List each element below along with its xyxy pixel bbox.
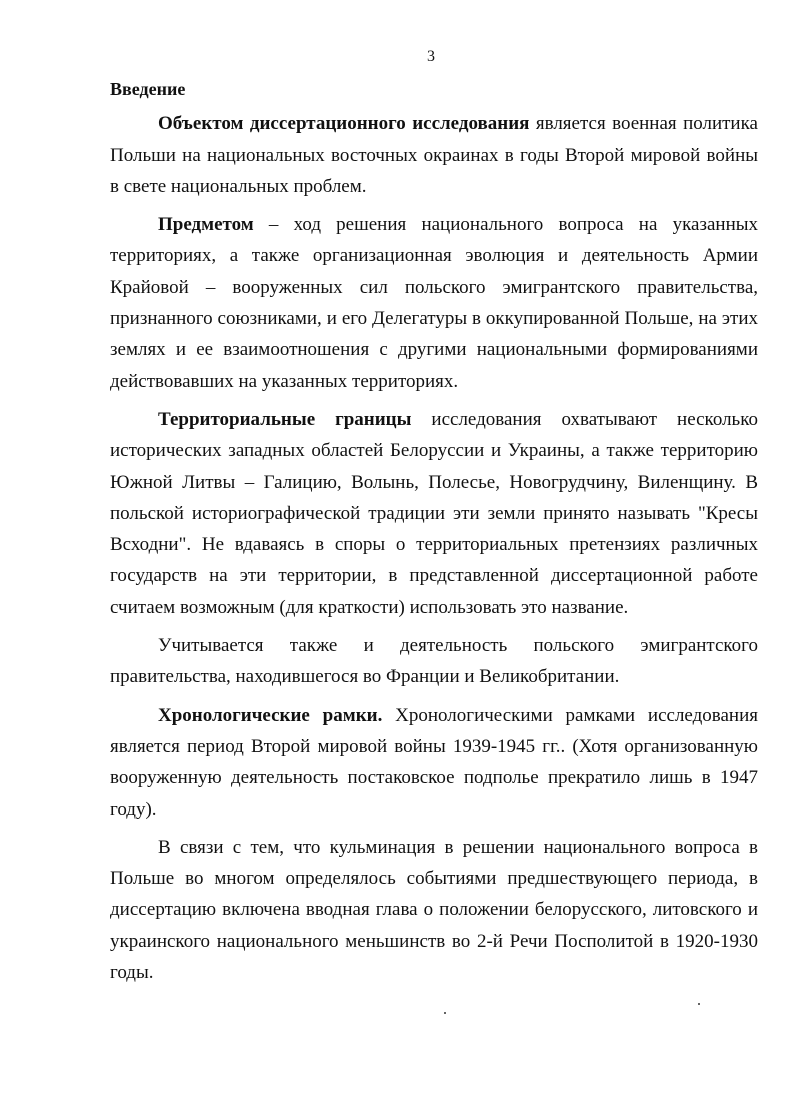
paragraph-intro-chapter (110, 832, 758, 988)
paragraph-lead: Хронологические рамки. (158, 704, 383, 726)
paragraph-chronology (110, 700, 758, 825)
paragraph-subject (110, 209, 758, 397)
paragraph-lead: Территориальные границы (158, 408, 412, 430)
paragraph-object (110, 108, 758, 202)
body-text (110, 74, 758, 995)
section-heading: Введение (110, 79, 186, 99)
paragraph-text: Хронологическими рамками исследования является период Второй мировой войны 1939-1945 гг.. (Хотя организованную вооруженную деятельность постаковское подполье прекратило лишь в 1947 году). (110, 704, 759, 820)
paragraph-lead: Предметом (158, 214, 254, 236)
paragraph-text: В связи с тем, что кульминация в решении национального вопроса в Польше во многом определялось событиями предшествующего периода, в диссертацию включена вводная глава о положении белорусского, литовского и украинского национального меньшинств во 2-й Речи Посполитой в 1920-1930 годы. (110, 836, 758, 984)
paragraph-territory (110, 404, 758, 623)
scan-speck (698, 1003, 700, 1005)
paragraph-text: является военная политика Польши на национальных восточных окраинах в годы Второй мировой войны в свете национальных проблем. (110, 113, 758, 197)
paragraph-text: исследования охватывают несколько исторических западных областей Белоруссии и Украины, а также территорию Южной Литвы – Галицию, Волынь, Полесье, Новогрудчину, Виленщину. В польской историографической традиции эти земли принято называть "Кресы Всходни". Не вдаваясь в споры о территориальных претензиях различных государств на эти территории, в представленной диссертационной работе считаем возможным (для краткости) использовать это название. (110, 408, 758, 618)
paragraph-emigrant-government (110, 630, 758, 693)
paragraph-text: Учитывается также и деятельность польского эмигрантского правительства, находившегося во Франции и Великобритании. (110, 635, 758, 688)
paragraph-text: – ход решения национального вопроса на указанных территориях, а также организационная эволюция и деятельность Армии Крайовой – вооруженных сил польского эмигрантского правительства, признанного союзниками, и его Делегатуры в оккупированной Польше, на этих землях и ее взаимоотношения с другими национальными формированиями действовавших на указанных территориях. (110, 214, 758, 392)
scan-speck (444, 1012, 446, 1014)
paragraph-lead: Объектом диссертационного исследования (158, 113, 530, 135)
page-number: 3 (427, 48, 435, 65)
